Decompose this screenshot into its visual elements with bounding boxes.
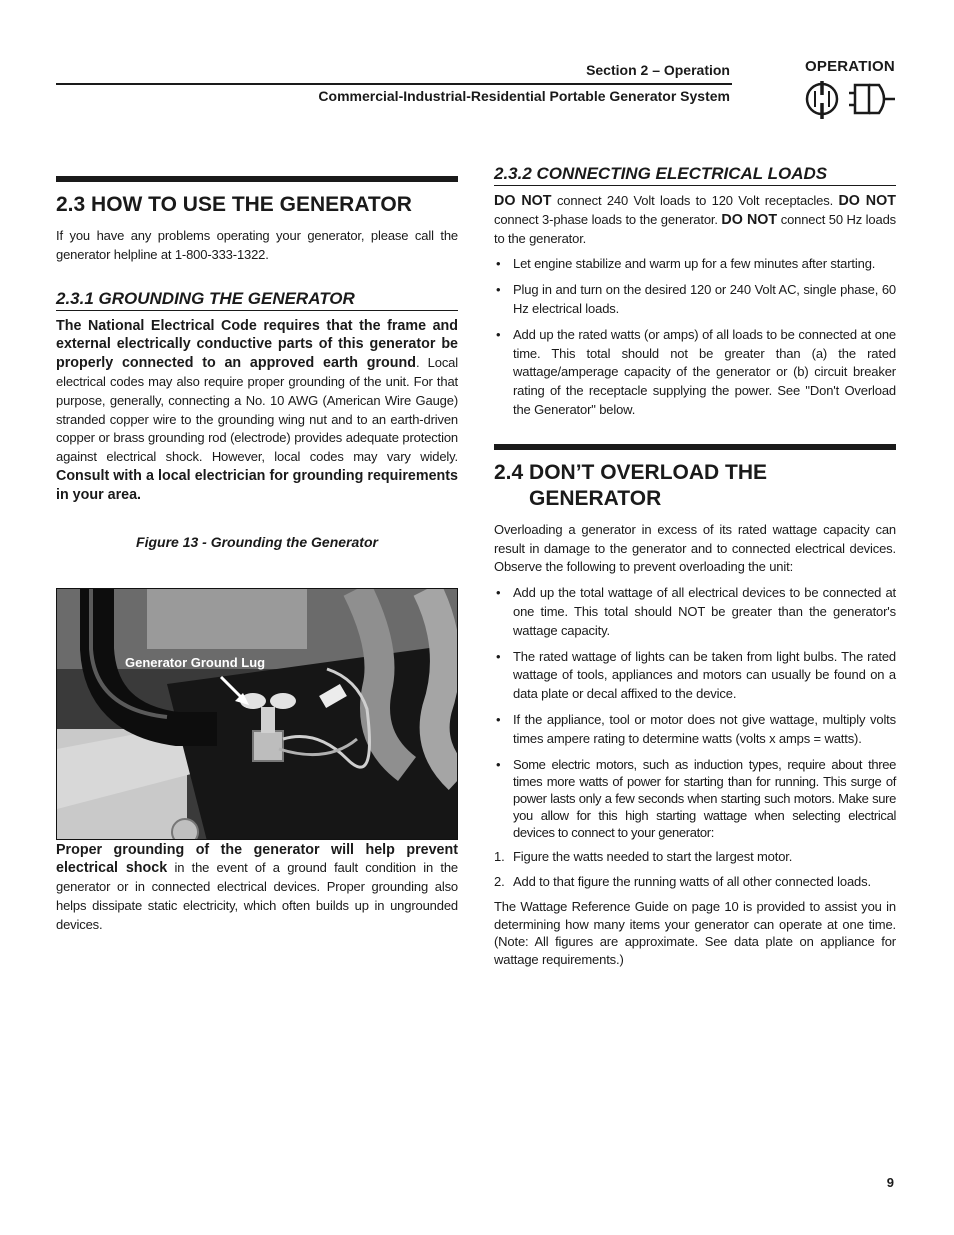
grounding-shock-paragraph <box>56 841 458 935</box>
grounding-photo <box>56 588 458 840</box>
manual-subtitle: Commercial-Industrial-Residential Portable Generator System <box>318 88 730 104</box>
step-number: 2. <box>494 874 505 890</box>
section-title: Section 2 – Operation <box>586 62 730 78</box>
do-not-2: DO NOT <box>838 193 896 209</box>
operation-badge <box>805 58 900 133</box>
connecting-text-b: connect 3-phase loads to the generator. <box>494 211 722 227</box>
bullet-mark: • <box>496 585 501 601</box>
list-item: • Add up the rated watts (or amps) of all loads to be connected at one time. This total should not be greater than (a) the rated wattage/amperage capacity of the generator or (b) circuit breaker rating of the receptacle supplying the power. See "Don't Overload the Generator" below. <box>496 326 896 417</box>
list-item: • If the appliance, tool or motor does not give wattage, multiply volts times ampere rating to determine watts (volts x amps = watts). <box>496 711 896 746</box>
list-item: • The rated wattage of lights can be taken from light bulbs. The rated wattage of tools, appliances and motors can usually be found on a data plate or decal affixed to the device. <box>496 648 896 702</box>
section-bar <box>56 176 458 182</box>
overload-closing: The Wattage Reference Guide on page 10 is provided to assist you in determining how many items your generator can operate at one time. (Note: All figures are approximate. See data plate on appliance for wattage requirements.) <box>494 899 896 967</box>
list-item: • Add up the total wattage of all electrical devices to be connected at one time. This total should NOT be greater than the generator's wattage capacity. <box>496 585 896 638</box>
connecting-text-a: connect 240 Volt loads to 120 Volt receptacles. <box>551 193 839 208</box>
bullet-mark: • <box>496 326 501 342</box>
heading-grounding: 2.3.1 GROUNDING THE GENERATOR <box>56 289 458 311</box>
grounding-bold-1: The National Electrical Code requires that the frame and external electrically conductive parts of this generator be properly connected to an approved earth ground <box>56 317 458 372</box>
left-column <box>56 176 458 935</box>
step-number: 1. <box>494 848 505 864</box>
right-column <box>494 164 897 968</box>
plug-receptacle-icon <box>805 79 897 125</box>
figure-caption: Figure 13 - Grounding the Generator <box>136 533 378 550</box>
connecting-bullet-list <box>494 255 896 419</box>
header-rule <box>56 83 732 85</box>
list-item: • Let engine stabilize and warm up for a few minutes after starting. <box>494 255 896 274</box>
list-item: • Plug in and turn on the desired 120 or 240 Volt AC, single phase, 60 Hz electrical loads. <box>496 282 896 316</box>
overload-steps-list <box>494 848 896 893</box>
intro-paragraph: If you have any problems operating your generator, please call the generator helpline at 1-800-333-1322. <box>56 228 458 262</box>
section-bar <box>494 444 896 450</box>
heading-dont-overload: 2.4 DON’T OVERLOAD THE GENERATOR <box>494 460 768 510</box>
do-not-1: DO NOT <box>494 193 552 209</box>
bullet-mark: • <box>496 282 501 298</box>
connecting-paragraph <box>494 192 896 248</box>
grounding-bold-2: Consult with a local electrician for grounding requirements in your area. <box>56 467 458 503</box>
bullet-mark: • <box>496 756 501 772</box>
grounding-text-1: . Local electrical codes may also require proper grounding of the unit. For that purpose, generally, connecting a No. 10 AWG (American Wire Gauge) stranded copper wire to the grounding wing nut and to an earth-driven copper or brass grounding rod (electrode) provides adequate protection against electrical shock. However, local codes may vary widely. <box>56 355 458 465</box>
overload-bullet-list <box>494 584 896 840</box>
operation-badge-label: OPERATION <box>805 58 895 75</box>
heading-how-to-use: 2.3 HOW TO USE THE GENERATOR <box>56 193 412 216</box>
overload-intro: Overloading a generator in excess of its rated wattage capacity can result in damage to the generator and to connected electrical devices. Observe the following to prevent overloading the unit: <box>494 521 896 575</box>
connecting-text-c: connect 50 Hz loads to the generator. <box>494 211 897 246</box>
grounding-bold-3: Proper grounding of the generator will help prevent electrical shock <box>56 841 458 877</box>
list-item: 2. Add to that figure the running watts of all other connected loads. <box>494 873 896 892</box>
bullet-mark: • <box>496 648 501 664</box>
do-not-3: DO NOT <box>721 211 778 228</box>
bullet-mark: • <box>496 711 501 727</box>
grounding-photo-illustration <box>57 589 458 840</box>
bullet-mark: • <box>496 256 501 272</box>
grounding-paragraph <box>56 317 458 505</box>
grounding-text-2: in the event of a ground fault condition in the generator or in connected electrical devices. Proper grounding also helps dissipate static electricity, which often builds up in ungrounded devices. <box>56 860 458 932</box>
photo-label-ground-lug: Generator Ground Lug <box>125 654 266 670</box>
heading-connecting-loads: 2.3.2 CONNECTING ELECTRICAL LOADS <box>494 164 896 186</box>
page-number: 9 <box>886 1175 894 1190</box>
list-item: • Some electric motors, such as induction types, require about three times more watts of power for starting than for running. This surge of power lasts only a few seconds when starting such motors. Make sure you allow for this high starting wattage when selecting electrical devices to connect to your generator: <box>496 756 896 840</box>
list-item: 1. Figure the watts needed to start the largest motor. <box>494 848 896 867</box>
